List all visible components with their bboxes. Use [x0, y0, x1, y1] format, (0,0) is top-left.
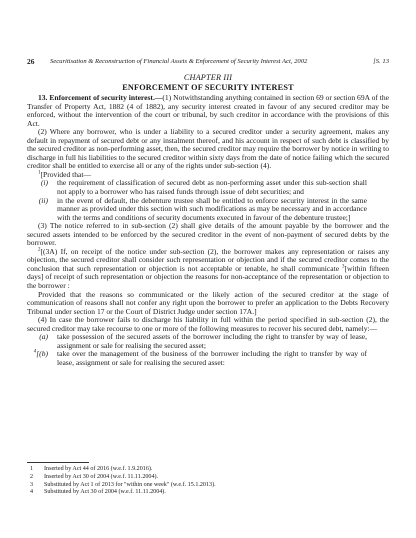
footnote	[27, 466, 389, 474]
clause-b	[27, 350, 389, 367]
paragraph-text: [within fifteen days] of receipt of such representation or objection the reasons for non-acceptance of the representation or objection to the borrower :	[27, 263, 389, 291]
clause-text: the requirement of classification of secured debt as non-performing asset under this sub-section shall not apply to a borrower who has raised funds through issue of debt securities; and	[57, 178, 367, 197]
footnotes	[27, 466, 389, 497]
footnote-ref: 4	[33, 349, 37, 355]
footnote-number: 1	[30, 466, 34, 472]
clause-a	[27, 333, 389, 350]
clause-label: (ii)	[38, 195, 48, 205]
chapter-title: ENFORCEMENT OF SECURITY INTEREST	[122, 83, 294, 92]
paragraph-text: [(3A) If, on receipt of the notice under sub-section (2), the borrower makes any representation or raises any objection, the secured creditor shall consider such representation or objection and if the secured creditor comes to the conclusion that such representation or objection is not acceptable or tenable, he shall communicate	[27, 246, 389, 273]
paragraph-13-1	[27, 94, 389, 128]
page-number: 26	[27, 57, 35, 66]
running-header	[27, 57, 389, 69]
document-body	[27, 94, 389, 368]
proviso-text: [Provided that—	[40, 169, 92, 179]
clause-ii	[27, 197, 389, 223]
clause-label-text: [(b)	[36, 349, 48, 359]
clause-i	[27, 179, 389, 196]
paragraph-13-2: (2) Where any borrower, who is under a liability to a secured creditor under a security agreement, makes any default in repayment of secured debt or any instalment thereof, and his account in respect of such debt is classified by the secured creditor as non-performing asset, then, the secured creditor may require the borrower by notice in writing to discharge in full his liabilities to the secured creditor within sixty days from the date of notice failing which the secured creditor shall be entitled to exercise all or any of the rights under sub-section (4).	[27, 127, 389, 171]
paragraph-13-3: (3) The notice referred to in sub-section (2) shall give details of the amount payable by the borrower and the secured assets intended to be enforced by the secured creditor in the event of non-payment of secured debts by the borrower.	[27, 221, 389, 248]
footnote-ref: 1	[38, 170, 41, 176]
clause-text: in the event of default, the debenture trustee shall be entitled to enforce security interest in the same manner as provided under this section with such modifications as may be necessary and in accordance with the terms and conditions of security documents executed in favour of the debenture trustee;]	[57, 195, 367, 222]
paragraph-13-4: (4) In case the borrower fails to discharge his liability in full within the period specified in sub-section (2), the secured creditor may take recourse to one or more of the following measures to recover his secured debt, namely:—	[27, 315, 389, 333]
clause-label	[27, 350, 57, 367]
paragraph-13-3a	[27, 248, 389, 291]
clause-text: take possession of the secured assets of the borrower including the right to transfer by way of lease, assignment or sale for realising the secured asset;	[57, 332, 367, 350]
paragraph-text: (1) Notwithstanding anything contained in section 69 or section 69A of the Transfer of Property Act, 1882 (4 of 1882), any security interest created in favour of any secured creditor may be enforced, without the intervention of the court or tribunal, by such creditor in accordance with the provisions of this Act.	[27, 93, 390, 128]
footnote-divider	[27, 462, 89, 463]
footnote	[27, 489, 389, 497]
footnote	[27, 474, 389, 482]
header-section-ref: [S. 13	[373, 58, 389, 65]
header-title: Securitisation & Reconstruction of Financial Assets & Enforcement of Security Interest Act, 2002	[50, 58, 308, 65]
proviso-3a: Provided that the reasons so communicated or the likely action of the secured creditor at the stage of communication of reasons shall not confer any right upon the borrower to prefer an application to the Debts Recovery Tribunal under section 17 or the Court of District Judge under section 17A.]	[27, 289, 389, 316]
footnote-text: Inserted by Act 30 of 2004 (w.e.f. 11.11.2004).	[44, 473, 159, 480]
footnote-number: 4	[30, 489, 34, 496]
footnote-number: 3	[30, 481, 34, 488]
clause-label: (i)	[40, 178, 48, 188]
footnote-number: 2	[30, 473, 34, 480]
clause-label: (a)	[39, 332, 48, 342]
chapter-number: CHAPTER III	[183, 73, 233, 82]
footnote-ref: 3	[342, 264, 345, 270]
footnote-ref: 2	[38, 247, 41, 253]
footnote-text: Inserted by Act 44 of 2016 (w.e.f. 1.9.2016).	[44, 466, 153, 472]
section-heading: 13. Enforcement of security interest.—	[38, 93, 163, 102]
clause-text: take over the management of the business of the borrower including the right to transfer by way of lease, assignment or sale for realising the secured asset:	[57, 349, 367, 367]
footnote-text: Substituted by Act 1 of 2013 for "within one week" (w.e.f. 15.1.2013).	[44, 481, 216, 488]
footnote-text: Substituted by Act 30 of 2004 (w.e.f. 11.11.2004).	[44, 489, 166, 496]
